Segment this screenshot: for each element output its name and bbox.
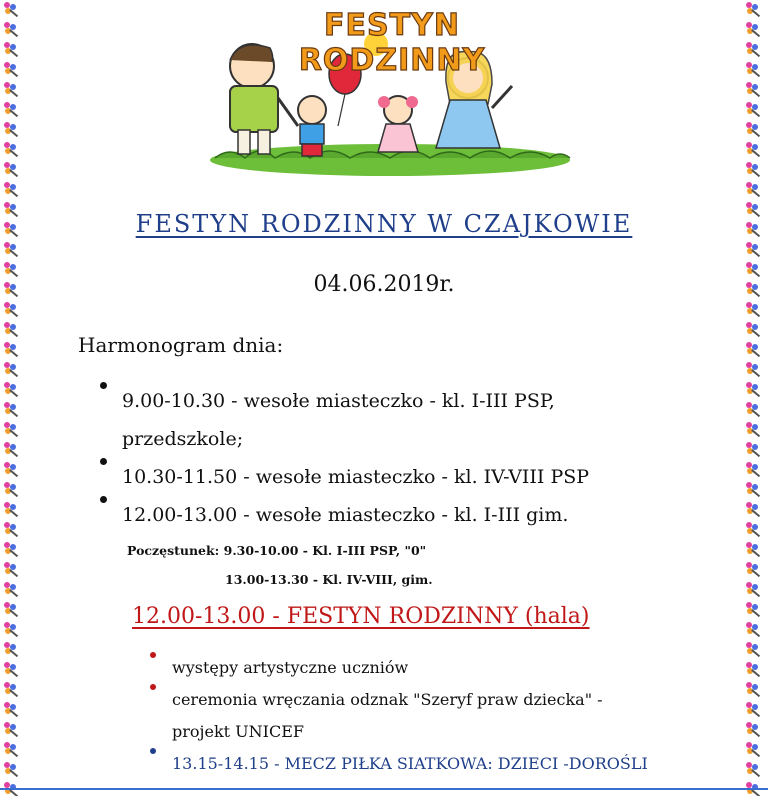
flower-icon	[743, 640, 765, 660]
flower-icon	[1, 140, 23, 160]
flower-icon	[1, 100, 23, 120]
flower-icon	[1, 320, 23, 340]
flower-icon	[1, 340, 23, 360]
flower-icon	[1, 580, 23, 600]
flower-icon	[743, 320, 765, 340]
list-item: 13.15-14.15 - MECZ PIŁKA SIATKOWA: DZIECI -DOROŚLI	[150, 748, 690, 780]
flower-icon	[1, 480, 23, 500]
flower-icon	[743, 680, 765, 700]
flower-icon	[743, 660, 765, 680]
flower-icon	[1, 400, 23, 420]
flower-icon	[743, 540, 765, 560]
flower-icon	[1, 620, 23, 640]
flower-icon	[1, 240, 23, 260]
flower-icon	[743, 560, 765, 580]
bottom-divider	[0, 788, 768, 790]
flower-icon	[1, 380, 23, 400]
flower-icon	[1, 720, 23, 740]
flower-icon	[1, 300, 23, 320]
flower-icon	[743, 380, 765, 400]
flower-icon	[1, 540, 23, 560]
flower-icon	[743, 720, 765, 740]
flower-icon	[743, 0, 765, 20]
schedule-list	[100, 382, 660, 534]
flower-icon	[743, 300, 765, 320]
flower-icon	[743, 700, 765, 720]
flower-icon	[743, 100, 765, 120]
bullet-icon	[150, 748, 156, 754]
flower-icon	[743, 400, 765, 420]
festyn-heading: 12.00-13.00 - FESTYN RODZINNY (hala)	[132, 604, 590, 629]
flower-icon	[743, 360, 765, 380]
flower-icon	[1, 740, 23, 760]
list-item: występy artystyczne uczniów	[150, 652, 690, 684]
list-item: 10.30-11.50 - wesołe miasteczko - kl. IV-VIII PSP	[100, 458, 660, 496]
list-item: ceremonia wręczania odznak "Szeryf praw dziecka" - projekt UNICEF	[150, 684, 690, 748]
flower-icon	[1, 700, 23, 720]
poczestunek-line-2: 13.00-13.30 - Kl. IV-VIII, gim.	[225, 572, 433, 587]
flower-icon	[743, 20, 765, 40]
flower-icon	[743, 60, 765, 80]
bullet-icon	[100, 458, 107, 465]
flower-icon	[1, 520, 23, 540]
bullet-icon	[100, 382, 107, 389]
flower-icon	[743, 80, 765, 100]
main-title: FESTYN RODZINNY W CZAJKOWIE	[135, 210, 633, 238]
flower-icon	[1, 420, 23, 440]
bullet-icon	[100, 496, 107, 503]
flower-icon	[1, 640, 23, 660]
flower-icon	[743, 140, 765, 160]
right-flower-border	[742, 0, 766, 796]
flower-icon	[743, 440, 765, 460]
flower-icon	[743, 180, 765, 200]
bullet-icon	[150, 652, 156, 658]
flower-icon	[743, 340, 765, 360]
flower-icon	[1, 60, 23, 80]
flower-icon	[743, 620, 765, 640]
flower-icon	[1, 80, 23, 100]
flower-icon	[1, 600, 23, 620]
poczestunek-line-1: Poczęstunek: 9.30-10.00 - Kl. I-III PSP, "0"	[127, 543, 427, 558]
flower-icon	[743, 160, 765, 180]
flower-icon	[743, 240, 765, 260]
flower-icon	[1, 20, 23, 40]
family-banner-illustration	[200, 8, 580, 180]
flower-icon	[743, 420, 765, 440]
flower-icon	[1, 680, 23, 700]
flower-icon	[743, 760, 765, 780]
flower-icon	[1, 180, 23, 200]
flower-icon	[743, 460, 765, 480]
left-flower-border	[0, 0, 24, 796]
flower-icon	[743, 740, 765, 760]
flower-icon	[1, 760, 23, 780]
list-item: 12.00-13.00 - wesołe miasteczko - kl. I-III gim.	[100, 496, 660, 534]
flower-icon	[743, 520, 765, 540]
flower-icon	[1, 440, 23, 460]
flower-icon	[743, 500, 765, 520]
flower-icon	[1, 500, 23, 520]
harmonogram-label: Harmonogram dnia:	[78, 333, 284, 357]
flower-icon	[743, 580, 765, 600]
flower-icon	[1, 120, 23, 140]
flower-icon	[743, 120, 765, 140]
list-item: 9.00-10.30 - wesołe miasteczko - kl. I-III PSP, przedszkole;	[100, 382, 660, 458]
flower-icon	[743, 40, 765, 60]
flower-icon	[1, 160, 23, 180]
event-date: 04.06.2019r.	[313, 272, 455, 297]
flower-icon	[1, 40, 23, 60]
bullet-icon	[150, 684, 156, 690]
flower-icon	[743, 600, 765, 620]
flower-icon	[1, 0, 23, 20]
festyn-items-list	[150, 652, 690, 780]
banner-title: FESTYN RODZINNY	[298, 8, 486, 78]
flower-icon	[1, 660, 23, 680]
flower-icon	[743, 480, 765, 500]
flower-icon	[1, 460, 23, 480]
flower-icon	[1, 560, 23, 580]
flower-icon	[1, 360, 23, 380]
